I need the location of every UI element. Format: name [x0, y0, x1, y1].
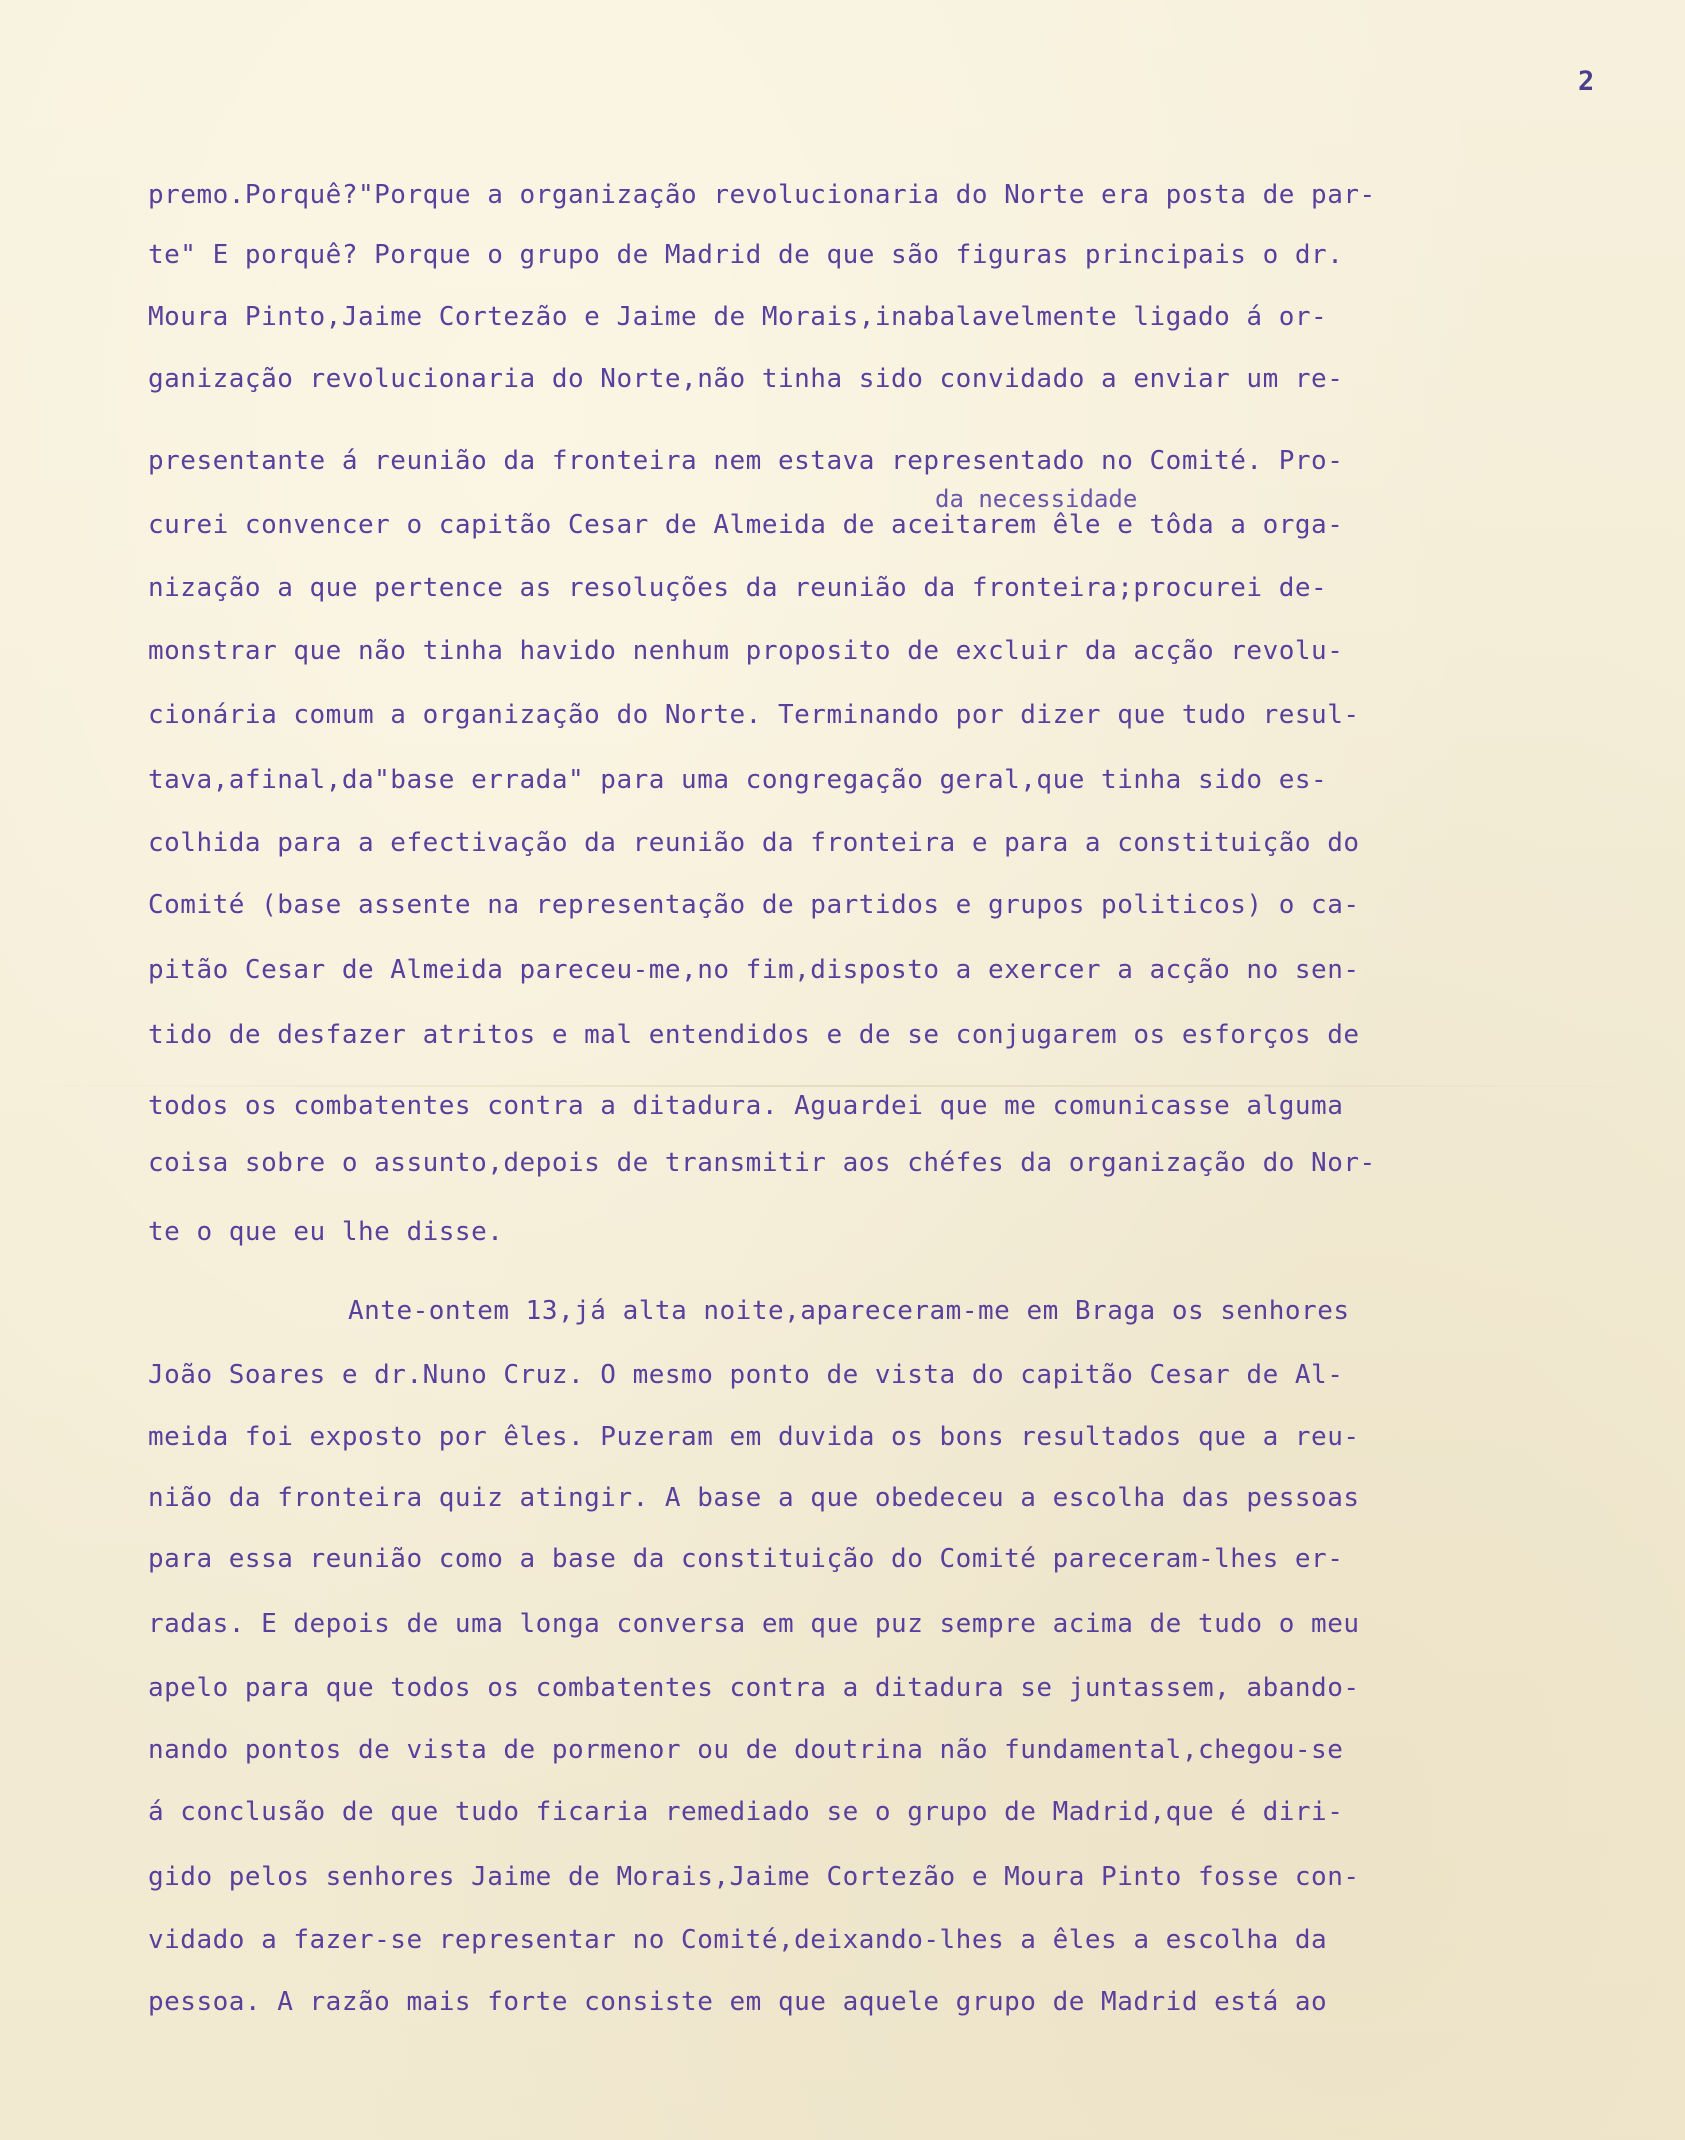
text-line-20: meida foi exposto por êles. Puzeram em duvida os bons resultados que a reu- — [148, 1422, 1360, 1452]
interlinear-insert: da necessidade — [935, 485, 1138, 513]
page-number: 2 — [1578, 66, 1595, 97]
text-line-17: te o que eu lhe disse. — [148, 1217, 504, 1247]
text-line-3: Moura Pinto,Jaime Cortezão e Jaime de Morais,inabalavelmente ligado á or- — [148, 302, 1328, 332]
text-line-7: nização a que pertence as resoluções da reunião da fronteira;procurei de- — [148, 573, 1328, 603]
text-line-26: á conclusão de que tudo ficaria remediado se o grupo de Madrid,que é diri- — [148, 1797, 1344, 1827]
text-line-16: coisa sobre o assunto,depois de transmitir aos chéfes da organização do Nor- — [148, 1148, 1376, 1178]
text-line-24: apelo para que todos os combatentes contra a ditadura se juntassem, abando- — [148, 1673, 1360, 1703]
text-line-5: presentante á reunião da fronteira nem estava representado no Comité. Pro- — [148, 446, 1344, 476]
text-line-6: curei convencer o capitão Cesar de Almeida de aceitarem êle e tôda a orga- — [148, 510, 1344, 540]
text-line-9: cionária comum a organização do Norte. Terminando por dizer que tudo resul- — [148, 700, 1360, 730]
text-line-25: nando pontos de vista de pormenor ou de doutrina não fundamental,chegou-se — [148, 1735, 1344, 1765]
text-line-19: João Soares e dr.Nuno Cruz. O mesmo ponto de vista do capitão Cesar de Al- — [148, 1360, 1344, 1390]
text-line-15: todos os combatentes contra a ditadura. Aguardei que me comunicasse alguma — [148, 1091, 1344, 1121]
text-line-8: monstrar que não tinha havido nenhum proposito de excluir da acção revolu- — [148, 636, 1344, 666]
paragraph-2-first-line: Ante-ontem 13,já alta noite,apareceram-me em Braga os senhores — [348, 1296, 1350, 1326]
text-line-14: tido de desfazer atritos e mal entendidos e de se conjugarem os esforços de — [148, 1020, 1360, 1050]
text-line-22: para essa reunião como a base da constituição do Comité pareceram-lhes er- — [148, 1544, 1344, 1574]
text-line-11: colhida para a efectivação da reunião da fronteira e para a constituição do — [148, 828, 1360, 858]
text-line-10: tava,afinal,da"base errada" para uma congregação geral,que tinha sido es- — [148, 765, 1328, 795]
text-line-4: ganização revolucionaria do Norte,não tinha sido convidado a enviar um re- — [148, 364, 1344, 394]
text-line-27: gido pelos senhores Jaime de Morais,Jaime Cortezão e Moura Pinto fosse con- — [148, 1862, 1360, 1892]
text-line-21: nião da fronteira quiz atingir. A base a que obedeceu a escolha das pessoas — [148, 1483, 1360, 1513]
text-line-28: vidado a fazer-se representar no Comité,deixando-lhes a êles a escolha da — [148, 1925, 1328, 1955]
text-line-12: Comité (base assente na representação de partidos e grupos politicos) o ca- — [148, 890, 1360, 920]
text-line-13: pitão Cesar de Almeida pareceu-me,no fim,disposto a exercer a acção no sen- — [148, 955, 1360, 985]
text-line-1: premo.Porquê?"Porque a organização revolucionaria do Norte era posta de par- — [148, 180, 1376, 210]
text-line-29: pessoa. A razão mais forte consiste em que aquele grupo de Madrid está ao — [148, 1987, 1328, 2017]
paper-fold — [0, 1085, 1685, 1087]
text-line-2: te" E porquê? Porque o grupo de Madrid de que são figuras principais o dr. — [148, 240, 1344, 270]
text-line-23: radas. E depois de uma longa conversa em que puz sempre acima de tudo o meu — [148, 1609, 1360, 1639]
